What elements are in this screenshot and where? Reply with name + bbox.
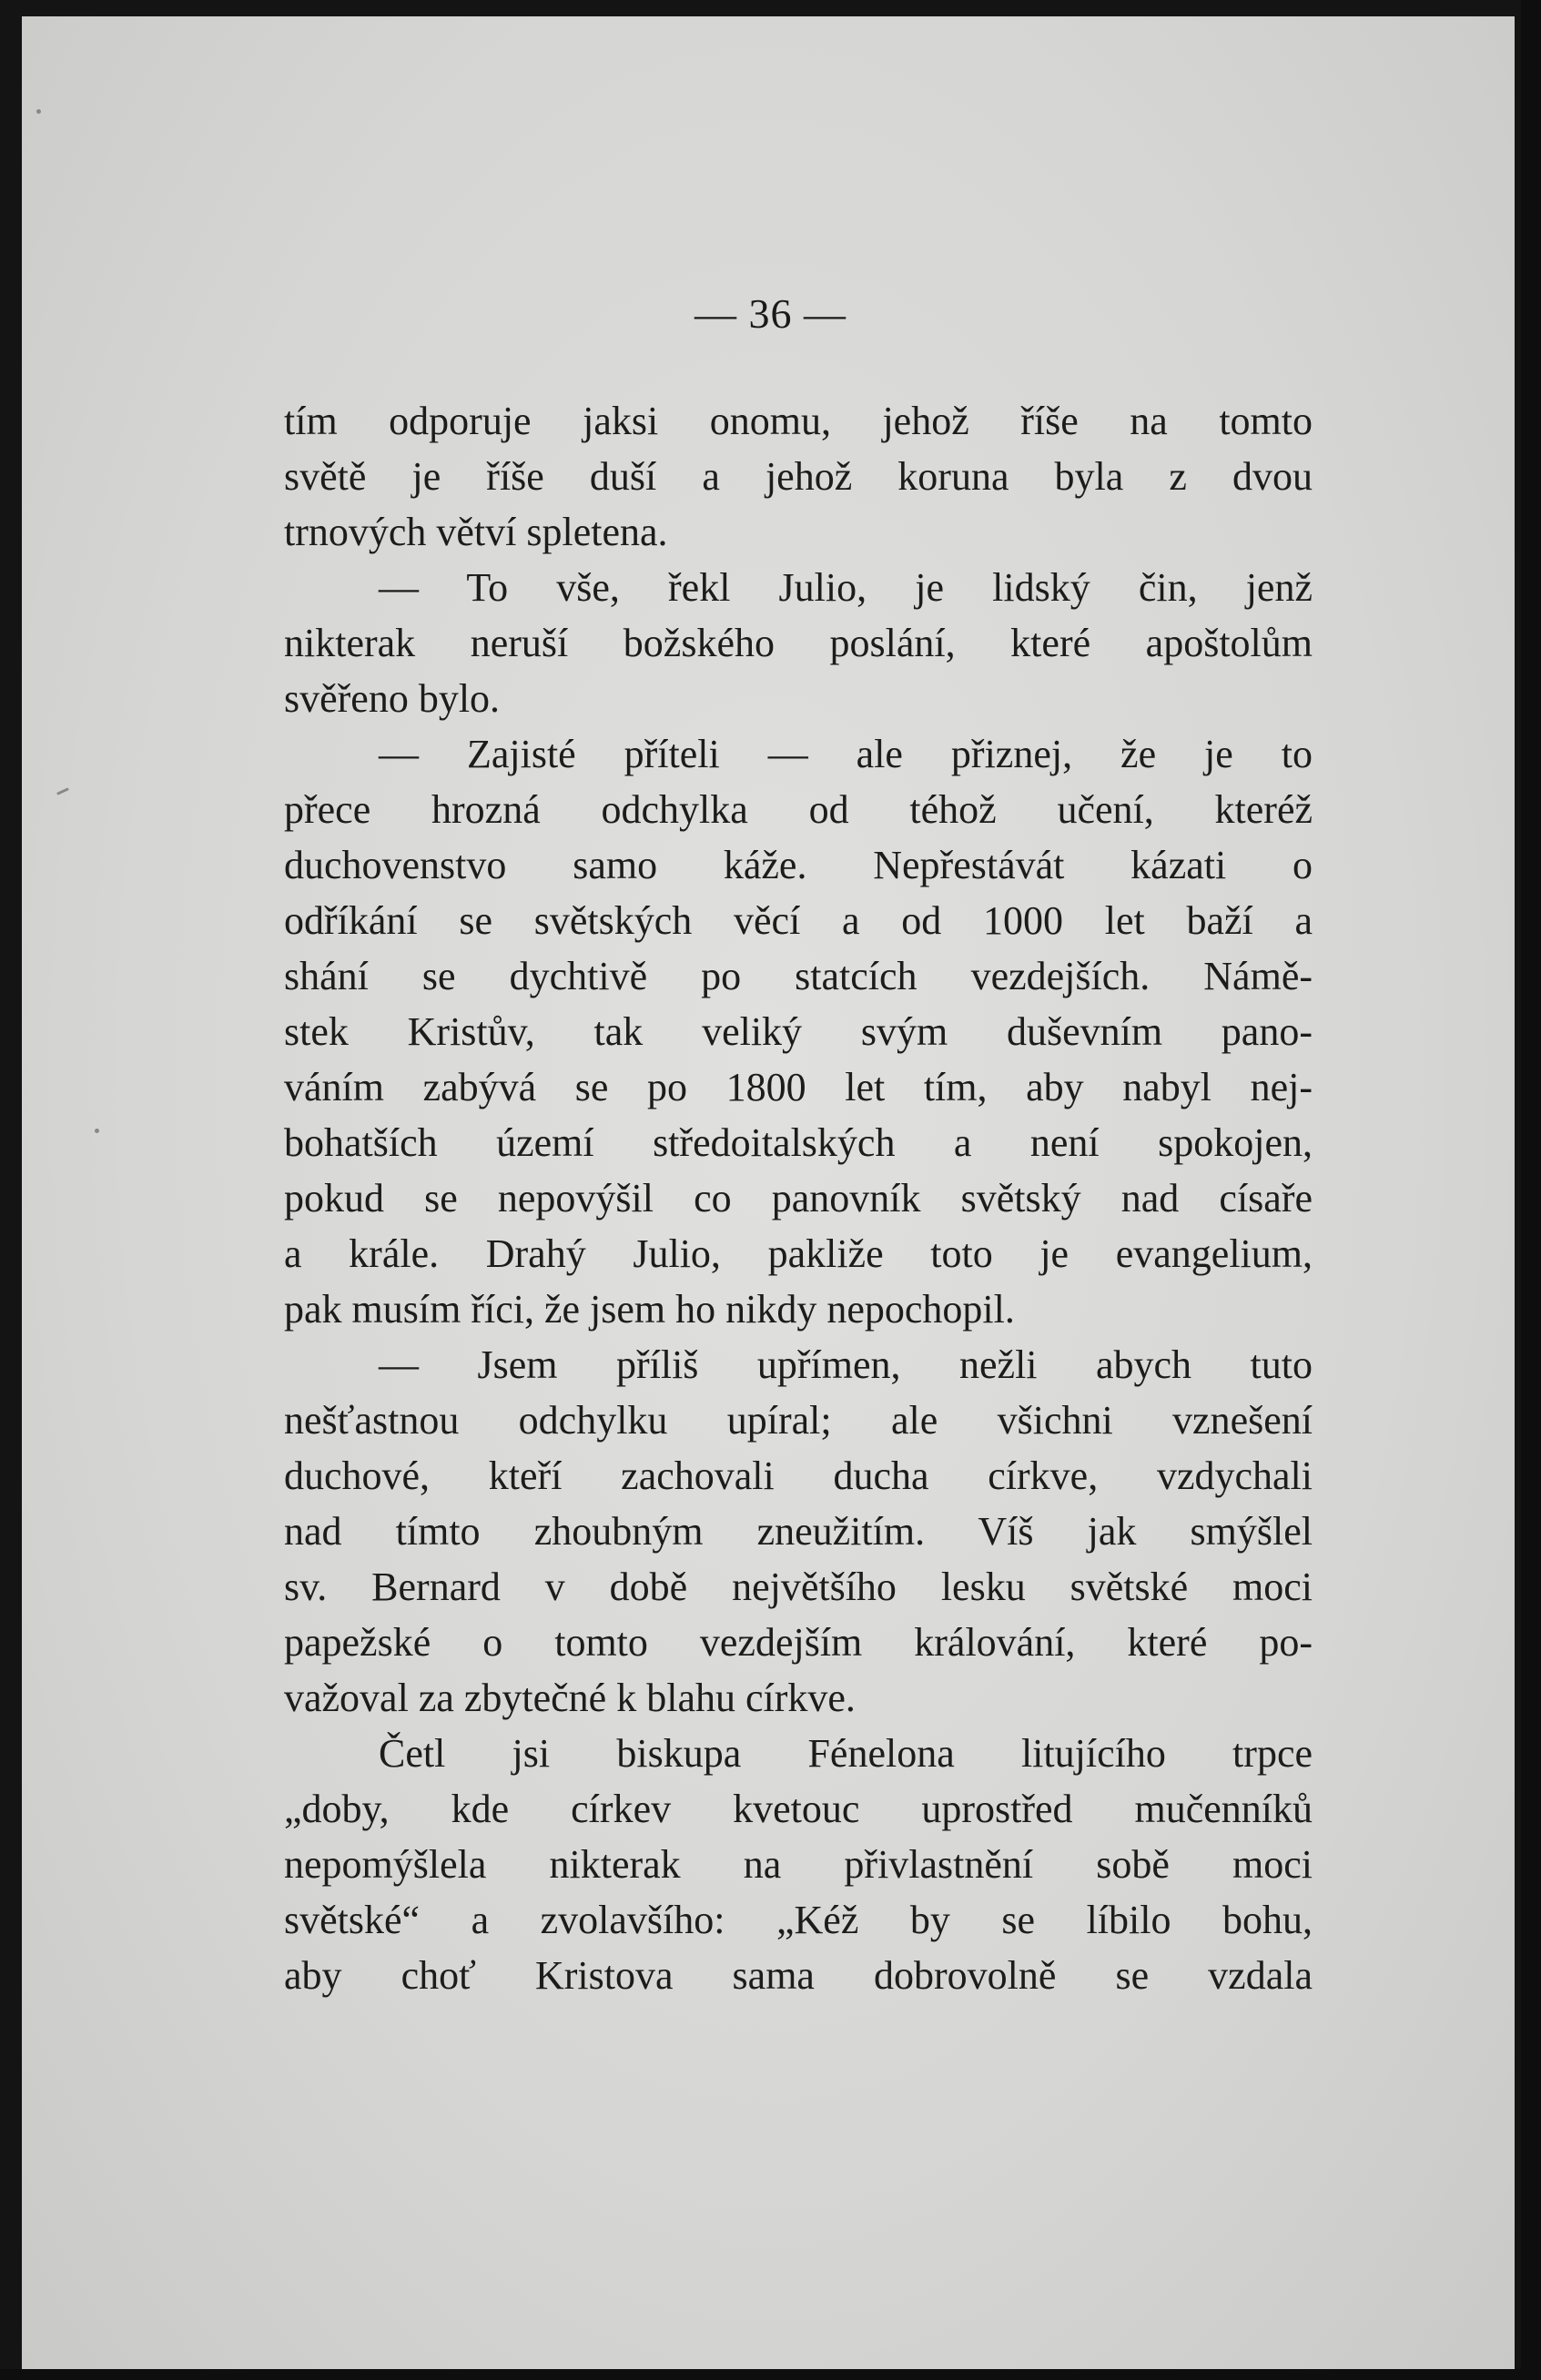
scan-speck (95, 1129, 99, 1133)
text-line: sv. Bernard v době největšího lesku světské moci (284, 1565, 1313, 1609)
text-line: svěřeno bylo. (284, 676, 501, 721)
text-line: — To vše, řekl Julio, je lidský čin, jenž (379, 565, 1313, 610)
text-line: pokud se nepovýšil co panovník světský nad císaře (284, 1176, 1313, 1220)
text-line: nikterak neruší božského poslání, které apoštolům (284, 621, 1313, 665)
text-line: nepomýšlela nikterak na přivlastnění sobě moci (284, 1842, 1313, 1887)
text-line: — Zajisté příteli — ale přiznej, že je to (379, 732, 1313, 776)
text-line: shání se dychtivě po statcích vezdejších. Námě- (284, 954, 1313, 998)
text-line: váním zabývá se po 1800 let tím, aby nabyl nej- (284, 1065, 1313, 1109)
text-line: přece hrozná odchylka od téhož učení, kteréž (284, 787, 1313, 832)
text-line: važoval za zbytečné k blahu církve. (284, 1676, 856, 1720)
text-line: světě je říše duší a jehož koruna byla z dvou (284, 454, 1313, 499)
text-line: tím odporuje jaksi onomu, jehož říše na tomto (284, 399, 1313, 443)
text-line: bohatších území středoitalských a není spokojen, (284, 1120, 1313, 1165)
text-line: trnových větví spletena. (284, 510, 668, 554)
text-line: Četl jsi biskupa Fénelona litujícího trpce (379, 1731, 1313, 1776)
text-line: duchovenstvo samo káže. Nepřestávát kázati o (284, 843, 1313, 887)
text-line: — Jsem příliš upřímen, nežli abych tuto (379, 1342, 1313, 1387)
page-number: — 36 — (694, 290, 847, 337)
scan-bottom-border (0, 2369, 1541, 2380)
text-line: světské“ a zvolavšího: „Kéž by se líbilo bohu, (284, 1898, 1313, 1942)
text-line: a krále. Drahý Julio, pakliže toto je evangelium, (284, 1231, 1313, 1276)
text-line: pak musím říci, že jsem ho nikdy nepochopil. (284, 1287, 1015, 1332)
text-line: nešťastnou odchylku upíral; ale všichni vznešení (284, 1398, 1313, 1443)
scan-speck (36, 109, 41, 114)
text-line: papežské o tomto vezdejším králování, které po- (284, 1620, 1313, 1665)
text-line: odříkání se světských věcí a od 1000 let baží a (284, 898, 1313, 943)
text-line: duchové, kteří zachovali ducha církve, vzdychali (284, 1453, 1313, 1498)
text-line: stek Kristův, tak veliký svým duševním pano- (284, 1009, 1313, 1054)
text-line: „doby, kde církev kvetouc uprostřed mučenníků (284, 1787, 1313, 1831)
text-line: nad tímto zhoubným zneužitím. Víš jak smýšlel (284, 1509, 1313, 1554)
text-line: aby choť Kristova sama dobrovolně se vzdala (284, 1953, 1313, 1998)
scan-right-border (1521, 0, 1541, 2380)
body-text (284, 393, 1313, 2003)
